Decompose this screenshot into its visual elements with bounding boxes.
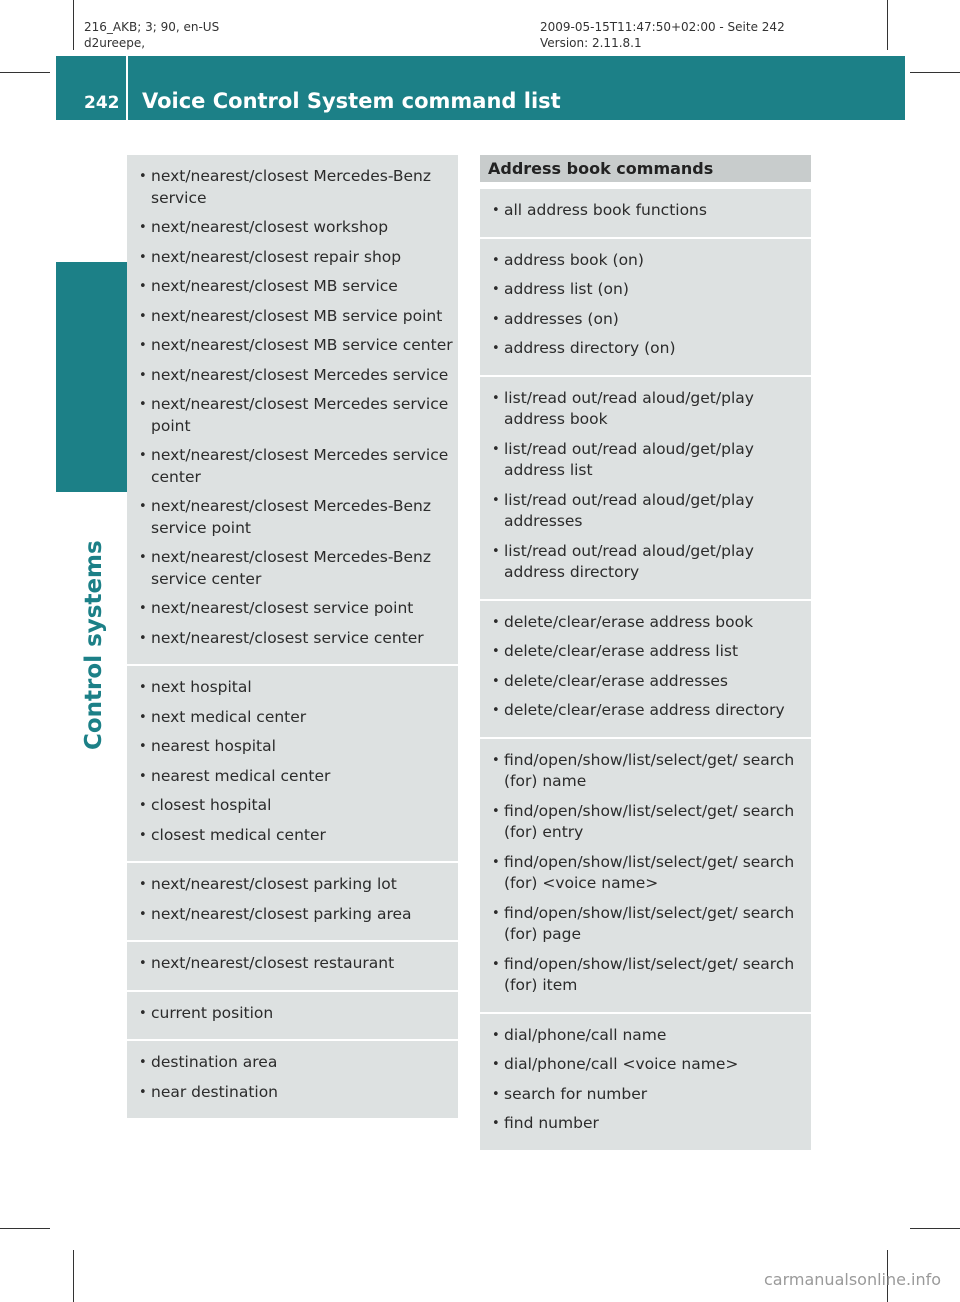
command-item <box>480 1113 811 1135</box>
command-text: • address directory (on) <box>504 339 676 357</box>
command-text: • next/nearest/closest MB service point <box>151 306 443 325</box>
command-text: • next medical center <box>151 707 307 726</box>
command-item <box>480 750 811 793</box>
command-text: • find/open/show/list/select/get/ search (for) name <box>504 750 795 790</box>
command-text: • search for number <box>504 1084 648 1103</box>
command-item <box>480 1084 811 1106</box>
command-item <box>127 166 458 209</box>
command-text: • find/open/show/list/select/get/ search (for) item <box>504 954 795 994</box>
command-text: • next/nearest/closest Mercedes-Benz service point <box>151 497 431 537</box>
command-text: • list/read out/read aloud/get/play address list <box>504 439 754 479</box>
command-text: • next/nearest/closest Mercedes-Benz service center <box>151 548 431 588</box>
command-text: • next/nearest/closest parking lot <box>151 875 397 893</box>
command-item <box>127 496 458 539</box>
command-item <box>480 1025 811 1047</box>
command-text: • dial/phone/call name <box>504 1025 667 1044</box>
address-book-table <box>480 155 811 1152</box>
command-text: • find/open/show/list/select/get/ search (for) <voice name> <box>504 852 795 892</box>
command-group <box>480 377 811 601</box>
command-text: • closest medical center <box>151 825 326 844</box>
table-heading: Address book commands <box>480 155 811 182</box>
command-text: • next hospital <box>151 678 252 696</box>
section-label <box>79 500 109 750</box>
command-group <box>480 239 811 377</box>
command-group <box>480 189 811 239</box>
command-item <box>127 394 458 437</box>
command-text: • address list (on) <box>504 280 629 298</box>
command-item <box>480 612 811 634</box>
command-item <box>480 541 811 584</box>
command-text: • find/open/show/list/select/get/ search (for) entry <box>504 801 795 841</box>
command-item <box>480 801 811 844</box>
crop-mark <box>0 1228 50 1229</box>
command-item <box>480 388 811 431</box>
command-group <box>127 942 458 992</box>
command-text: • addresses (on) <box>504 309 619 328</box>
command-text: • find number <box>504 1114 599 1132</box>
command-item <box>127 335 458 357</box>
command-item <box>127 736 458 758</box>
command-item <box>127 1082 458 1104</box>
command-item <box>127 825 458 847</box>
command-text: • next/nearest/closest Mercedes-Benz service <box>151 167 431 207</box>
command-text: • nearest medical center <box>151 766 331 785</box>
command-text: • delete/clear/erase addresses <box>504 671 728 690</box>
command-item <box>480 250 811 272</box>
command-item <box>480 954 811 997</box>
command-item <box>127 598 458 620</box>
command-item <box>127 1052 458 1074</box>
command-item <box>127 217 458 239</box>
print-meta-left <box>84 19 219 51</box>
command-item <box>480 700 811 722</box>
command-text: • current position <box>151 1003 274 1022</box>
command-group <box>127 155 458 666</box>
command-item <box>480 490 811 533</box>
command-item <box>127 247 458 269</box>
section-label-text: Control systems <box>81 540 107 750</box>
watermark: carmanualsonline.info <box>764 1270 942 1289</box>
command-item <box>127 306 458 328</box>
header-divider <box>126 56 128 120</box>
command-item <box>127 1003 458 1025</box>
command-item <box>127 365 458 387</box>
meta-line: 2009-05-15T11:47:50+02:00 - Seite 242 <box>540 20 785 34</box>
command-item <box>127 874 458 896</box>
command-text: • dial/phone/call <voice name> <box>504 1055 739 1073</box>
command-item <box>127 276 458 298</box>
command-group <box>127 992 458 1042</box>
command-item <box>480 279 811 301</box>
command-item <box>480 671 811 693</box>
command-item <box>127 953 458 975</box>
command-text: • near destination <box>151 1082 279 1101</box>
command-group <box>127 1041 458 1120</box>
print-meta-right <box>540 19 785 51</box>
command-text: • closest hospital <box>151 796 272 814</box>
command-text: • destination area <box>151 1053 278 1071</box>
command-item <box>127 547 458 590</box>
command-text: • next/nearest/closest MB service center <box>151 336 453 354</box>
crop-mark <box>910 72 960 73</box>
command-item <box>480 852 811 895</box>
crop-mark <box>73 1250 74 1302</box>
command-text: • next/nearest/closest service center <box>151 628 424 647</box>
command-text: • next/nearest/closest service point <box>151 599 414 617</box>
command-text: • delete/clear/erase address list <box>504 642 739 660</box>
command-item <box>480 338 811 360</box>
command-group <box>127 863 458 942</box>
command-text: • find/open/show/list/select/get/ search (for) page <box>504 903 795 943</box>
command-item <box>127 628 458 650</box>
command-text: • list/read out/read aloud/get/play address directory <box>504 541 754 581</box>
command-item <box>127 445 458 488</box>
command-text: • next/nearest/closest workshop <box>151 218 389 236</box>
command-text: • all address book functions <box>504 201 707 219</box>
command-text: • list/read out/read aloud/get/play address book <box>504 388 754 428</box>
command-item <box>480 1054 811 1076</box>
crop-mark <box>887 0 888 50</box>
command-item <box>480 309 811 331</box>
command-group <box>480 739 811 1014</box>
command-text: • next/nearest/closest Mercedes service center <box>151 446 449 486</box>
command-text: • list/read out/read aloud/get/play addresses <box>504 490 754 530</box>
command-group <box>480 601 811 739</box>
command-item <box>127 904 458 926</box>
command-item <box>127 677 458 699</box>
meta-line: Version: 2.11.8.1 <box>540 36 642 50</box>
command-text: • next/nearest/closest restaurant <box>151 954 395 972</box>
command-text: • delete/clear/erase address directory <box>504 701 785 719</box>
meta-line: d2ureepe, <box>84 36 146 50</box>
left-command-table <box>127 155 458 1120</box>
command-text: • next/nearest/closest Mercedes service point <box>151 395 449 435</box>
crop-mark <box>73 0 74 50</box>
command-text: • nearest hospital <box>151 737 276 755</box>
crop-mark <box>0 72 50 73</box>
command-item <box>127 766 458 788</box>
command-item <box>127 795 458 817</box>
section-tab <box>56 262 127 492</box>
command-text: • next/nearest/closest repair shop <box>151 247 402 266</box>
command-text: • next/nearest/closest parking area <box>151 904 412 923</box>
command-item <box>480 200 811 222</box>
page-title: Voice Control System command list <box>142 89 561 113</box>
page-number: 242 <box>84 93 120 113</box>
crop-mark <box>910 1228 960 1229</box>
command-item <box>480 641 811 663</box>
command-text: • next/nearest/closest Mercedes service <box>151 365 449 384</box>
command-text: • delete/clear/erase address book <box>504 612 754 631</box>
meta-line: 216_AKB; 3; 90, en-US <box>84 20 220 34</box>
command-item <box>127 707 458 729</box>
command-group <box>127 666 458 863</box>
command-text: • address book (on) <box>504 250 644 269</box>
command-item <box>480 903 811 946</box>
command-group <box>480 1014 811 1152</box>
command-text: • next/nearest/closest MB service <box>151 277 398 295</box>
command-item <box>480 439 811 482</box>
